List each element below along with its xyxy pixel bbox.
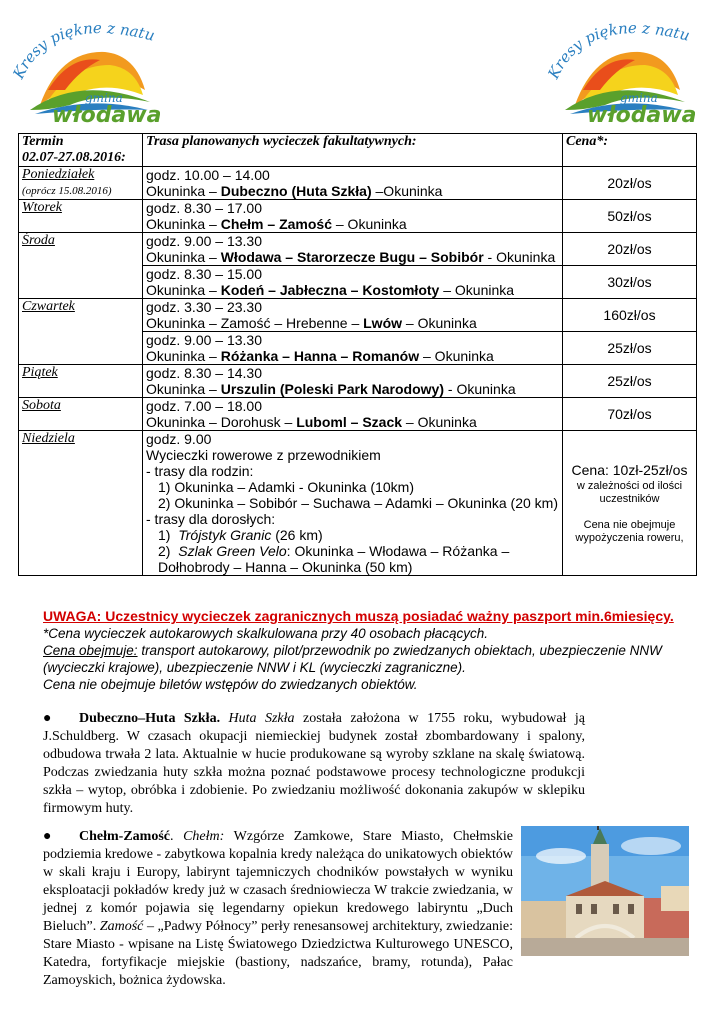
day-cell: Środa: [19, 233, 143, 299]
route-cell: godz. 8.30 – 15.00 Okuninka – Kodeń – Jabłeczna – Kostomłoty – Okuninka: [143, 266, 563, 299]
price-cell: 25zł/os: [563, 332, 697, 365]
route-cell: godz. 8.30 – 14.30 Okuninka – Urszulin (Poleski Park Narodowy) - Okuninka: [143, 365, 563, 398]
price-cell: 70zł/os: [563, 398, 697, 431]
day-cell: Niedziela: [19, 431, 143, 576]
table-row: [19, 365, 697, 398]
zamosc-town-hall-photo: [521, 826, 689, 956]
route-cell: godz. 10.00 – 14.00 Okuninka – Dubeczno (Huta Szkła) –Okuninka: [143, 167, 563, 200]
day-cell: Sobota: [19, 398, 143, 431]
notes-block: [43, 608, 693, 693]
route-cell: godz. 9.00 – 13.30 Okuninka – Różanka – Hanna – Romanów – Okuninka: [143, 332, 563, 365]
price-cell: Cena: 10zł-25zł/os w zależności od ilości uczestników Cena nie obejmuje wypożyczenia roweru,: [563, 431, 697, 576]
route-cell: godz. 8.30 – 17.00 Okuninka – Chełm – Zamość – Okuninka: [143, 200, 563, 233]
logo-name: włodawa: [52, 103, 160, 128]
logo-name: włodawa: [587, 103, 695, 128]
table-row: [19, 200, 697, 233]
price-cell: 160zł/os: [563, 299, 697, 332]
price-cell: 20zł/os: [563, 233, 697, 266]
day-cell: Czwartek: [19, 299, 143, 365]
note-price-basis: *Cena wycieczek autokarowych skalkulowana przy 40 osobach płacących.: [43, 626, 488, 641]
route-cell: godz. 9.00 Wycieczki rowerowe z przewodnikiem - trasy dla rodzin: 1) Okuninka – Adamki - Okuninka (10km) 2) Okuninka – Sobibór – Suchawa – Adamki – Okuninka (20 km) - trasy dla dorosłych: 1) Trójstyk Granic (26 km) 2) Szlak Green Velo: Okuninka – Włodawa – Różanka – Dołhobrody – Hanna – Okuninka (50 km): [143, 431, 563, 576]
logo-right: [545, 10, 695, 130]
header-term: Termin 02.07-27.08.2016:: [19, 134, 143, 167]
table-row: [19, 299, 697, 332]
logo-gmina: gmina: [85, 91, 123, 105]
price-cell: 25zł/os: [563, 365, 697, 398]
schedule-table: [18, 133, 697, 576]
description-huta: ● Dubeczno–Huta Szkła. Huta Szkła została założona w 1755 roku, wybudował ją J.Schuldberg. W czasach okupacji niemieckiej budynek został zbombardowany i spalony, odbudowa trwała 2 lata. Aktualnie w hucie produkowane są wyroby szklane na skalę światową. Podczas zwiedzania huty szkła można poznać podstawowe procesy technologiczne produkcji szkła – wytop, obróbka i zdobienie. Po zwiedzaniu możliwość dokonania zakupów w sklepiku firmowym huty.: [43, 711, 586, 816]
table-row: [19, 233, 697, 266]
logo-arc-text: Kresy piękne z natu: [10, 19, 157, 82]
description-chelm-zamosc: ● Chełm-Zamość. Chełm: Wzgórze Zamkowe, Stare Miasto, Chełmskie podziemia kredowe - zabytkowa kopalnia kredy należąca do unikatowych obiektów w skali kraju i Europy, labirynt tajemniczych chodników powstałych w wyniku eksploatacji pokładów kredy już w czasach średniowiecza W trakcie zwiedzania, w jednej z komór pojawia się legendarny opiekun kredowego labiryntu „Duch Bieluch”. Zamość – „Padwy Północy” perły renesansowej architektury, zwiedzanie: Stare Miasto - wpisane na Listę Światowego Dziedzictwa Kulturowego UNESCO, Katedra, fortyfikacje miejskie (bastiony, nadszańce, bramy, rotunda), Pałac Zamoyskich, bożnica żydowska.: [43, 829, 513, 988]
price-cell: 30zł/os: [563, 266, 697, 299]
logo-graphic: [545, 10, 695, 130]
table-header-row: [19, 134, 697, 167]
logo-graphic: [10, 10, 160, 130]
day-cell: Poniedziałek (oprócz 15.08.2016): [19, 167, 143, 200]
table-row: [19, 167, 697, 200]
header-price: Cena*:: [563, 134, 697, 167]
passport-warning: UWAGA: Uczestnicy wycieczek zagranicznych muszą posiadać ważny paszport min.6miesięcy.: [43, 608, 674, 624]
logo-left: [10, 10, 160, 130]
day-cell: Piątek: [19, 365, 143, 398]
day-cell: Wtorek: [19, 200, 143, 233]
header-route: Trasa planowanych wycieczek fakultatywnych:: [143, 134, 563, 167]
logo-arc-text: Kresy piękne z natu: [545, 19, 692, 82]
route-cell: godz. 3.30 – 23.30 Okuninka – Zamość – Hrebenne – Lwów – Okuninka: [143, 299, 563, 332]
table-row: [19, 431, 697, 576]
note-price-includes: Cena obejmuje: transport autokarowy, pilot/przewodnik po zwiedzanych obiektach, ubezpieczenie NNW (wycieczki krajowe), ubezpieczenie NNW i KL (wycieczki zagraniczne).: [43, 643, 662, 675]
bullet-icon: ●: [43, 711, 52, 726]
route-cell: godz. 7.00 – 18.00 Okuninka – Dorohusk – Luboml – Szack – Okuninka: [143, 398, 563, 431]
note-price-excludes: Cena nie obejmuje biletów wstępów do zwiedzanych obiektów.: [43, 677, 418, 692]
price-cell: 20zł/os: [563, 167, 697, 200]
price-cell: 50zł/os: [563, 200, 697, 233]
table-row: [19, 398, 697, 431]
route-cell: godz. 9.00 – 13.30 Okuninka – Włodawa – Starorzecze Bugu – Sobibór - Okuninka: [143, 233, 563, 266]
logo-gmina: gmina: [620, 91, 658, 105]
photo-image: [521, 826, 689, 956]
bullet-icon: ●: [43, 829, 52, 844]
